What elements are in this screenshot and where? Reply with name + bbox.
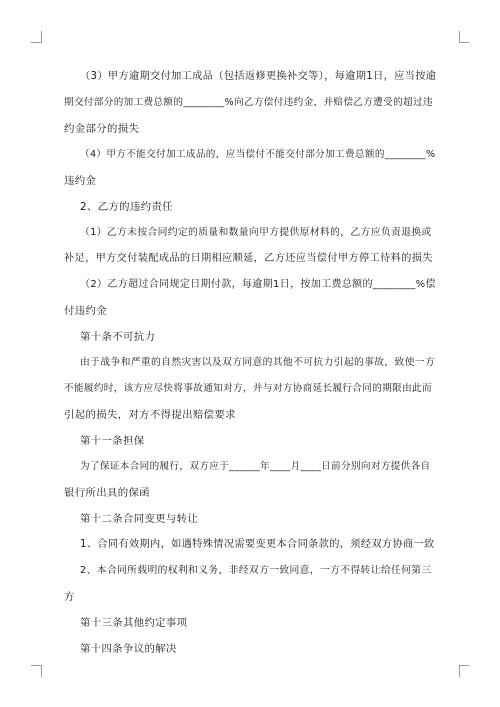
text-line: 违约金 [64, 175, 97, 187]
text-line: （3）甲方逾期交付加工成品（包括返修更换补交等），每逾期1日，应当按逾 [80, 71, 437, 82]
text-line: 2、本合同所载明的权利和义务，非经双方一致同意，一方不得转让给任何第三 [80, 565, 432, 576]
crop-mark-top-right-h [459, 42, 469, 43]
text-line: （4）甲方不能交付加工成品的，应当偿付不能交付部分加工费总额的________% [80, 149, 436, 160]
text-line: 不能履约时，该方应尽快将事故通知对方，并与对方协商延长履行合同的期限由此而 [64, 383, 432, 394]
crop-mark-bottom-left-h [31, 665, 41, 666]
article-heading: 第十三条其他约定事项 [80, 617, 188, 629]
text-line: （2）乙方超过合同规定日期付款，每逾期1日，按加工费总额的________%偿 [80, 279, 436, 290]
crop-mark-top-left-v [41, 31, 42, 43]
text-line: 银行所出具的保函 [64, 487, 150, 499]
crop-mark-bottom-left-v [41, 665, 42, 677]
article-heading: 第十条不可抗力 [80, 331, 156, 343]
crop-mark-top-right-v [459, 31, 460, 43]
article-heading: 第十一条担保 [80, 435, 145, 447]
crop-mark-bottom-right-v [459, 665, 460, 677]
crop-mark-top-left-h [31, 42, 41, 43]
crop-mark-bottom-right-h [459, 665, 469, 666]
text-line: 由于战争和严重的自然灾害以及双方同意的其他不可抗力引起的事故，致使一方 [80, 357, 436, 368]
text-line: 约金部分的损失 [64, 123, 140, 135]
section-heading: 2、乙方的违约责任 [80, 201, 173, 213]
text-line: 为了保证本合同的履行，双方应于______年____月____日前分别向对方提供各自 [80, 461, 431, 472]
text-line: 期交付部分的加工费总额的________%向乙方偿付违约金，并赔偿乙方遭受的超过违 [64, 97, 433, 108]
text-line: 1、合同有效期内，如遇特殊情况需要变更本合同条款的，须经双方协商一致 [80, 539, 435, 550]
text-line: 方 [64, 591, 75, 603]
article-heading: 第十二条合同变更与转让 [80, 513, 199, 525]
article-heading: 第十四条争议的解决 [80, 643, 177, 655]
text-line: （1）乙方未按合同约定的质量和数量向甲方提供原材料的，乙方应负责退换或 [80, 227, 432, 238]
text-line: 补足，甲方交付装配成品的日期相应顺延，乙方还应当偿付甲方停工待料的损失 [64, 253, 433, 264]
text-line: 引起的损失，对方不得提出赔偿要求 [64, 409, 236, 421]
text-line: 付违约金 [64, 305, 107, 317]
